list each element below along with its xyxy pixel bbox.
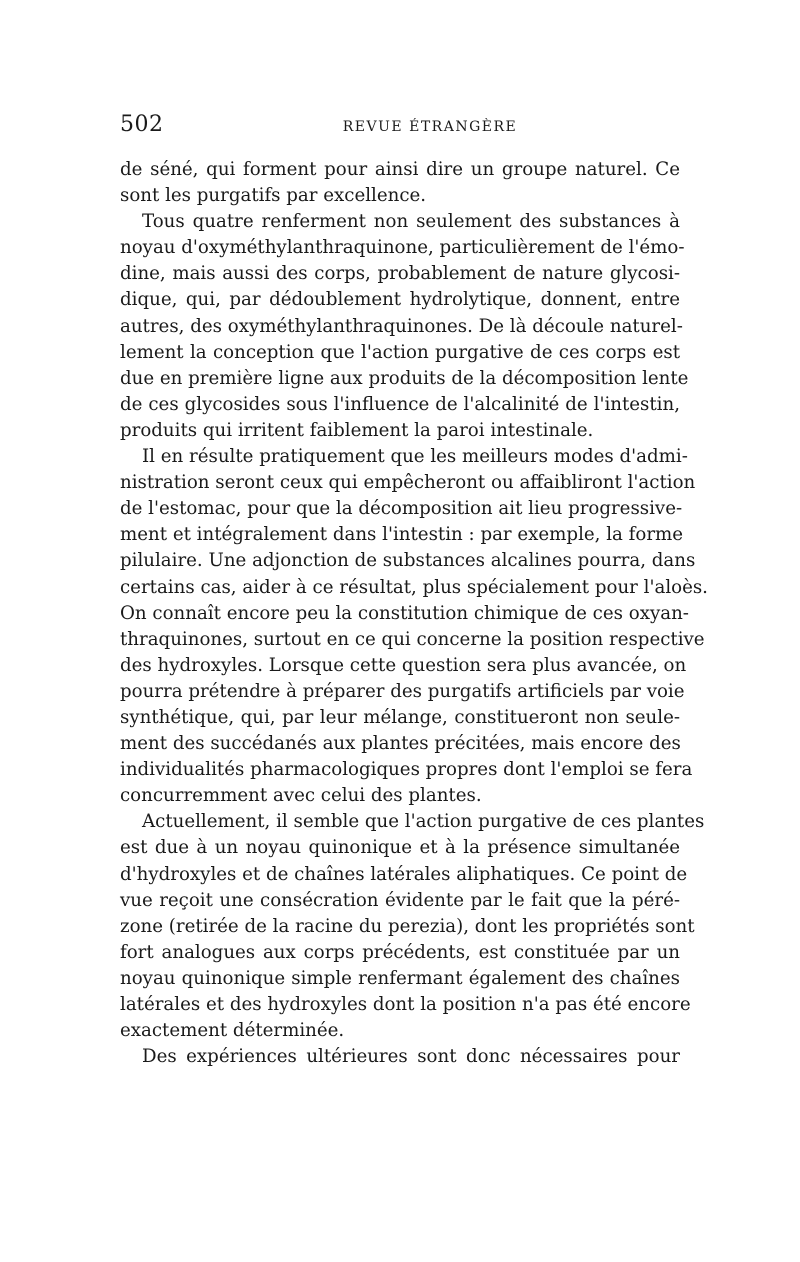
text-line: individualités pharmacologiques propres dont l'emploi se fera [120, 759, 693, 781]
text-line: fort analogues aux corps précédents, est constituée par un [120, 941, 680, 963]
text-line: d'hydroxyles et de chaînes latérales aliphatiques. Ce point de [120, 863, 688, 885]
text-line: Actuellement, il semble que l'action purgative de ces plantes [142, 811, 705, 833]
text-line: ment et intégralement dans l'intestin : par exemple, la forme [120, 524, 684, 546]
text-line: noyau quinonique simple renfermant également des chaînes [120, 967, 680, 989]
page-header [120, 112, 680, 142]
text-line: synthétique, qui, par leur mélange, constitueront non seule- [120, 706, 680, 728]
text-line: certains cas, aider à ce résultat, plus spécialement pour l'aloès. [120, 576, 708, 598]
text-line: de ces glycosides sous l'influence de l'alcalinité de l'intestin, [120, 393, 680, 415]
text-line: pourra prétendre à préparer des purgatifs artificiels par voie [120, 680, 685, 702]
text-line: due en première ligne aux produits de la décomposition lente [120, 367, 689, 389]
text-line: concurremment avec celui des plantes. [120, 785, 482, 807]
text-line: latérales et des hydroxyles dont la position n'a pas été encore [120, 994, 691, 1015]
text-line: lement la conception que l'action purgative de ces corps est [120, 341, 680, 363]
text-line: ment des succédanés aux plantes précitées, mais encore des [120, 733, 681, 755]
text-line: Des expériences ultérieures sont donc nécessaires pour [142, 1046, 680, 1068]
text-line: dine, mais aussi des corps, probablement de nature glycosi- [120, 263, 680, 285]
text-line: thraquinones, surtout en ce qui concerne la position respective [120, 628, 705, 650]
text-line: pilulaire. Une adjonction de substances alcalines pourra, dans [120, 550, 696, 572]
text-line: dique, qui, par dédoublement hydrolytique, donnent, entre [120, 289, 680, 311]
text-line: vue reçoit une consécration évidente par le fait que la péré- [120, 889, 680, 911]
text-line: exactement déterminée. [120, 1020, 345, 1042]
text-line: nistration seront ceux qui empêcheront ou affaibliront l'action [120, 472, 696, 494]
text-line: de séné, qui forment pour ainsi dire un groupe naturel. Ce [120, 159, 680, 180]
text-line: sont les purgatifs par excellence. [120, 185, 427, 207]
text-line: autres, des oxyméthylanthraquinones. De là découle naturel- [120, 315, 683, 337]
body-text [120, 157, 708, 1070]
page-number: 502 [120, 112, 164, 137]
text-line: On connaît encore peu la constitution chimique de ces oxyan- [120, 602, 689, 624]
text-line: zone (retirée de la racine du perezia), dont les propriétés sont [120, 915, 695, 937]
text-line: noyau d'oxyméthylanthraquinone, particulièrement de l'émo- [120, 237, 685, 259]
text-line: Tous quatre renferment non seulement des substances à [142, 211, 680, 233]
text-line: de l'estomac, pour que la décomposition ait lieu progressive- [120, 498, 683, 520]
text-line: produits qui irritent faiblement la paroi intestinale. [120, 419, 594, 441]
text-line: est due à un noyau quinonique et à la présence simultanée [120, 837, 680, 859]
text-line: des hydroxyles. Lorsque cette question sera plus avancée, on [120, 654, 687, 676]
running-title: REVUE ÉTRANGÈRE [342, 119, 518, 135]
text-line: Il en résulte pratiquement que les meilleurs modes d'admi- [142, 446, 688, 468]
